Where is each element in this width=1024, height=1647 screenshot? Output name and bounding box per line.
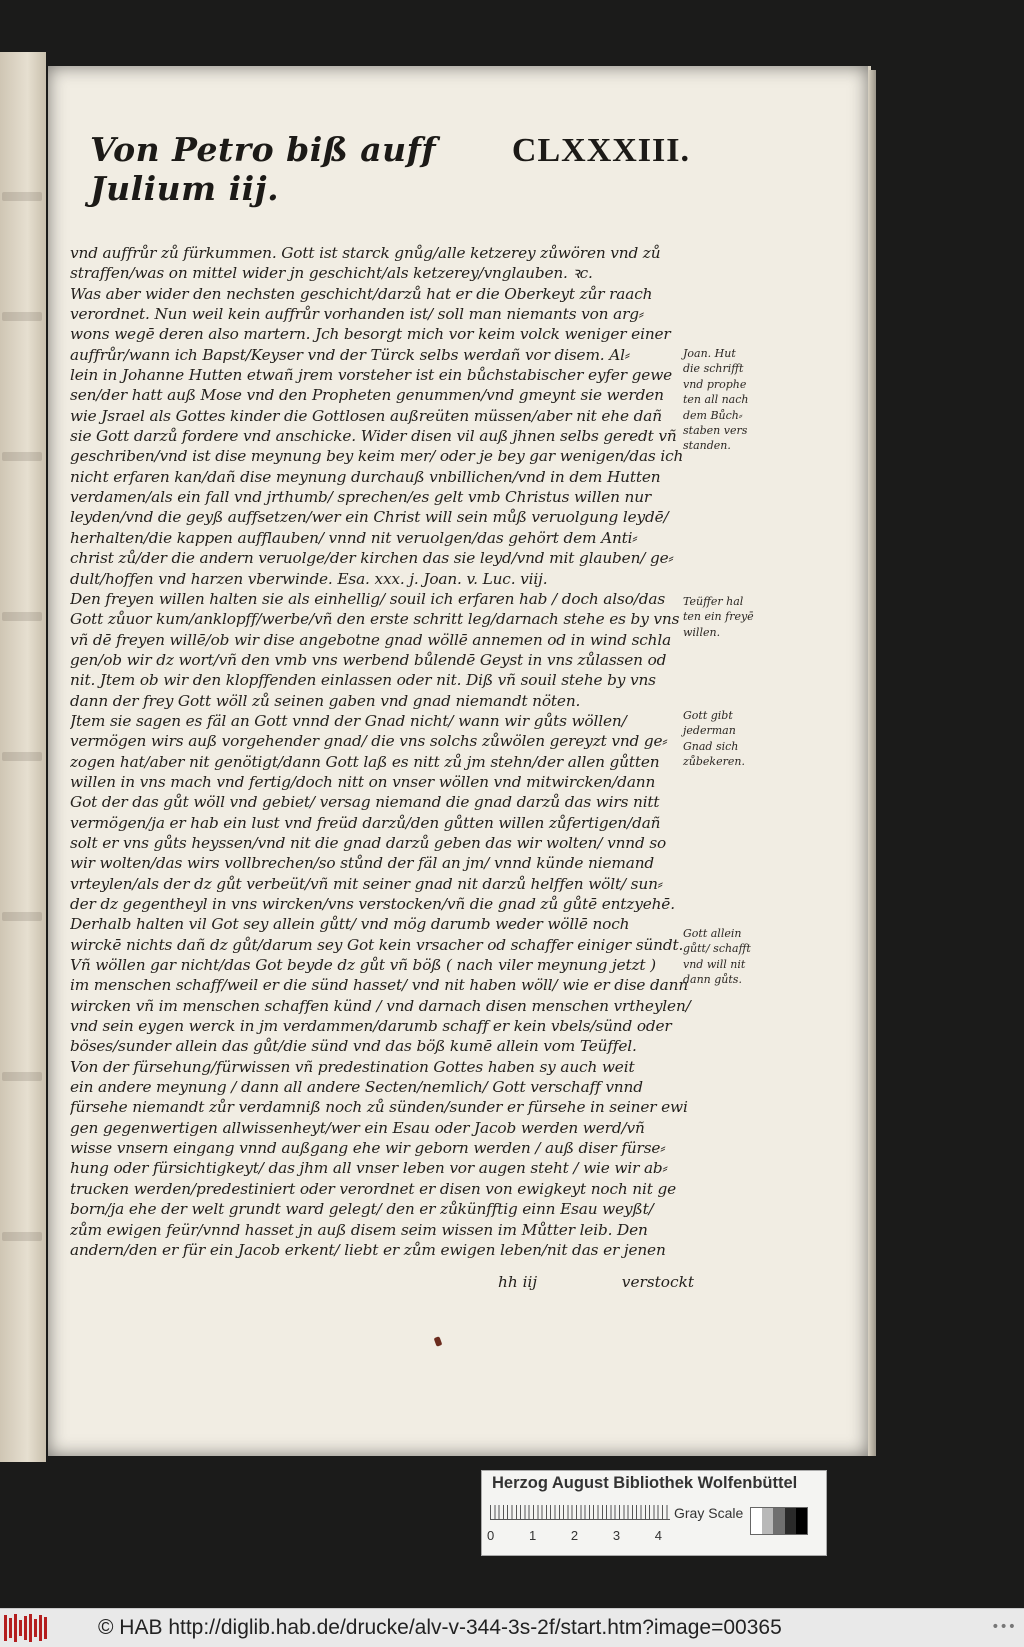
gray-scale-label: Gray Scale — [674, 1505, 744, 1521]
logo-bar — [14, 1614, 17, 1642]
color-calibration-card — [481, 1470, 827, 1556]
margin-note-line: staben vers — [683, 424, 748, 438]
margin-note-gnade — [683, 708, 765, 770]
text-line: herhalten/die kappen aufflauben/ vnnd nit veruolgen/das gehört dem Anti⸗ — [70, 528, 638, 547]
gray-swatch — [785, 1508, 796, 1534]
ruler-number: 0 — [487, 1528, 495, 1543]
ruler-numbers — [487, 1528, 662, 1543]
bleed-through-mark — [2, 752, 42, 761]
margin-note-line: zůbekeren. — [683, 755, 745, 769]
text-line: straffen/was on mittel wider jn geschicht/als ketzerey/vnglauben. ꝛc. — [70, 264, 593, 283]
margin-note-line: Gott allein — [683, 927, 742, 940]
catchword: verstockt — [621, 1273, 694, 1291]
measurement-ruler — [490, 1501, 670, 1520]
text-line: wirckē nichts dañ dz gůt/darum sey Got kein vrsacher od schaffer einiger sündt. — [70, 935, 684, 954]
text-line: Gott zůuor kum/anklopff/werbe/vñ den erste schritt leg/darnach stehe es by vns — [70, 610, 680, 629]
logo-bar — [4, 1615, 7, 1641]
text-line: geschriben/vnd ist dise meynung bey keim mer/ oder je bey gar wenigen/das ich — [70, 447, 684, 466]
text-line: leyden/vnd die geyß auffsetzen/wer ein Christ will sein můß veruolgung leydē/ — [70, 508, 669, 527]
hab-logo-icon — [4, 1614, 48, 1642]
page-foot — [498, 1273, 694, 1291]
previous-page-edge — [0, 52, 46, 1462]
margin-note-line: vnd prophe — [683, 377, 747, 391]
gray-swatch — [796, 1508, 807, 1534]
text-line: solt er vns gůts heyssen/vnd nit die gnad darzů geben das wir wolten/ vnnd so — [70, 833, 667, 852]
footer-bar — [0, 1608, 1024, 1647]
gray-swatch — [751, 1508, 762, 1534]
text-line: vnd auffrůr zů fürkummen. Gott ist starck gnůg/alle ketzerey zůwören vnd zů — [70, 244, 661, 262]
margin-note-line: vnd will nit — [683, 957, 746, 971]
text-line: vnd sein eygen werck in jm verdammen/darumb schaff er kein vbels/sünd oder — [70, 1017, 672, 1036]
text-line: auffrůr/wann ich Bapst/Keyser vnd der Türck selbs werdañ vor disem. Al⸗ — [70, 345, 630, 364]
library-name: Herzog August Bibliothek Wolfenbüttel — [492, 1474, 798, 1492]
logo-bar — [39, 1615, 42, 1641]
text-line: Got der das gůt wöll vnd gebiet/ versag niemand die gnad darzů das wirs nitt — [70, 793, 660, 812]
text-line: vermögen/ja er hab ein lust vnd freüd darzů/den gůtten willen zůfertigen/dañ — [70, 813, 661, 832]
text-line: zogen hat/aber nit genötigt/dann Gott laß es nitt zů jm stehn/der allen gůtten — [70, 752, 660, 771]
bleed-through-mark — [2, 1232, 42, 1241]
ruler-number: 2 — [570, 1528, 579, 1543]
margin-note-line: ten all nach — [683, 393, 749, 407]
bleed-through-mark — [2, 612, 42, 621]
running-title: Von Petro biß auff Julium iij. — [90, 130, 437, 208]
text-line: Den freyen willen halten sie als einhellig/ souil ich erfaren hab / doch also/das — [70, 589, 666, 608]
logo-bar — [19, 1620, 22, 1636]
text-line: Jtem sie sagen es fäl an Gott vnnd der Gnad nicht/ wann wir gůts wöllen/ — [70, 711, 627, 730]
margin-note-line: gůtt/ schafft — [683, 942, 751, 956]
margin-note-line: dem Bůch⸗ — [683, 408, 743, 422]
text-line: Was aber wider den nechsten geschicht/darzů hat er die Oberkeyt zůr raach — [70, 284, 653, 303]
running-head — [90, 130, 690, 208]
text-line: andern/den er für ein Jacob erkent/ liebt er zům ewigen leben/nit das er jenen — [70, 1240, 666, 1259]
margin-note-line: Teüffer hal — [683, 595, 744, 608]
text-line: zům ewigen feür/vnnd hasset jn auß disem seim wissen im Můtter leib. Den — [70, 1220, 648, 1239]
margin-note-line: ten ein freyē — [683, 610, 754, 624]
text-line: willen in vns mach vnd fertig/doch nitt on vnser wöllen vnd mitwircken/dann — [70, 772, 656, 791]
margin-note-line: standen. — [683, 439, 731, 453]
bleed-through-mark — [2, 912, 42, 921]
text-line: sie Gott darzů fordere vnd anschicke. Wider disen vil auß jhnen selbs geredt vñ — [70, 427, 677, 446]
gray-scale-swatches — [750, 1507, 808, 1535]
logo-bar — [44, 1617, 47, 1639]
ruler-number: 1 — [528, 1528, 537, 1543]
bleed-through-mark — [2, 312, 42, 321]
text-line: Vñ wöllen gar nicht/das Got beyde dz gůt vñ böß ( nach viler meynung jetzt ) — [70, 956, 656, 975]
gray-swatch — [773, 1508, 784, 1534]
text-line: gen gegenwertigen allwissenheyt/wer ein Esau oder Jacob werden werd/vñ — [70, 1118, 645, 1137]
margin-note-freier-wille — [683, 594, 765, 640]
margin-note-gott-gut — [683, 926, 765, 988]
main-text-column — [70, 243, 692, 1260]
logo-bar — [24, 1616, 27, 1640]
logo-bar — [34, 1619, 37, 1637]
ellipsis-icon[interactable]: ••• — [991, 1619, 1016, 1635]
text-line: vermögen wirs auß vorgehender gnad/ die vns solchs zůwölen gereyzt vnd ge⸗ — [70, 732, 668, 751]
text-line: ein andere meynung / dann all andere Secten/nemlich/ Gott verschaff vnnd — [70, 1078, 643, 1097]
text-line: wons wegē deren also martern. Jch besorgt mich vor keim volck weniger einer — [70, 325, 671, 344]
margin-note-johannes-hut — [683, 346, 765, 454]
bleed-through-mark — [2, 1072, 42, 1081]
text-line: Von der fürsehung/fürwissen vñ predestination Gottes haben sy auch weit — [70, 1057, 635, 1076]
margin-note-line: Gott gibt — [683, 709, 733, 722]
text-line: trucken werden/predestiniert oder verordnet er disen von ewigkeyt noch nit ge — [70, 1179, 676, 1198]
text-line: dult/hoffen vnd harzen vberwinde. Esa. xxx. j. Joan. v. Luc. viij. — [70, 569, 548, 588]
text-line: wisse vnsern eingang vnnd außgang ehe wir geborn werden / auß diser fürse⸗ — [70, 1139, 666, 1158]
text-line: verordnet. Nun weil kein auffrůr vorhanden ist/ soll man niemants von arg⸗ — [70, 305, 644, 324]
text-line: gen/ob wir dz wort/vñ den vmb vns werbend bůlendē Geyst in vns zůlassen od — [70, 650, 667, 669]
bleed-through-mark — [2, 452, 42, 461]
margin-note-line: jederman — [683, 724, 736, 738]
gray-swatch — [762, 1508, 773, 1534]
text-line: born/ja ehe der welt grundt ward gelegt/ den er zůkünfftig einn Esau weyßt/ — [70, 1200, 654, 1219]
text-line: fürsehe niemandt zůr verdamniß noch zů sünden/sunder er fürsehe in seiner ewi — [70, 1098, 688, 1117]
text-line: im menschen schaff/weil er die sünd hasset/ vnd nit haben wöll/ wie er dise dann — [70, 976, 689, 995]
text-line: wircken vñ im menschen schaffen künd / vnd darnach disen menschen vrtheylen/ — [70, 996, 691, 1015]
text-line: vrteylen/als der dz gůt verbeüt/vñ mit seiner gnad nit darzů helffen wölt/ sun⸗ — [70, 874, 663, 893]
logo-bar — [9, 1618, 12, 1638]
margin-note-line: willen. — [683, 625, 721, 639]
text-line: dann der frey Gott wöll zů seinen gaben vnd gnad niemandt nöten. — [70, 691, 581, 710]
margin-note-line: dann gůts. — [683, 973, 742, 987]
text-line: hung oder fürsichtigkeyt/ das jhm all vnser leben vor augen steht / wie wir ab⸗ — [70, 1159, 668, 1178]
margin-note-line: Gnad sich — [683, 739, 739, 753]
ruler-number: 3 — [612, 1528, 621, 1543]
text-line: der dz gegentheyl in vns wircken/vns verstocken/vñ die gnad zů gůtē entzyehē. — [70, 895, 675, 913]
text-line: böses/sunder allein das gůt/die sünd vnd das böß kumē allein vom Teüffel. — [70, 1037, 637, 1056]
text-line: Derhalb halten vil Got sey allein gůtt/ vnd mög darumb weder wöllē noch — [70, 915, 630, 934]
text-line: christ zů/der die andern veruolge/der kirchen das sie leyd/vnd mit glauben/ ge⸗ — [70, 549, 674, 568]
text-line: lein in Johanne Hutten etwañ jrem vorsteher ist ein bůchstabischer eyfer gewe — [70, 366, 673, 385]
text-line: wir wolten/das wirs vollbrechen/so stůnd der fäl an jm/ vnnd künde niemand — [70, 854, 655, 873]
margin-note-line: die schrifft — [683, 362, 744, 376]
text-line: verdamen/als ein fall vnd jrthumb/ sprechen/es gelt vmb Christus willen nur — [70, 488, 652, 507]
text-line: sen/der hatt auß Mose vnd den Propheten genummen/vnd gmeynt sie werden — [70, 386, 664, 405]
text-line: vñ dē freyen willē/ob wir dise angebotne gnad wöllē annemen od in wind schla — [70, 630, 672, 649]
ruler-number: 4 — [654, 1528, 662, 1543]
bleed-through-mark — [2, 192, 42, 201]
folio-number: CLXXXIII. — [511, 132, 690, 169]
text-line: wie Jsrael als Gottes kinder die Gottlosen außreüten müssen/aber nit ehe dañ — [70, 406, 662, 425]
copyright-url[interactable]: © HAB http://diglib.hab.de/drucke/alv-v-344-3s-2f/start.htm?image=00365 — [98, 1616, 782, 1639]
text-line: nit. Jtem ob wir den klopffenden einlassen oder nit. Diß vñ souil stehe by vns — [70, 671, 656, 690]
margin-note-line: Joan. Hut — [683, 347, 736, 360]
logo-bar — [29, 1614, 32, 1642]
signature-mark: hh iij — [498, 1273, 538, 1291]
text-line: nicht erfaren kan/dañ dise meynung durchauß vnbillichen/vnd in dem Hutten — [70, 467, 661, 486]
